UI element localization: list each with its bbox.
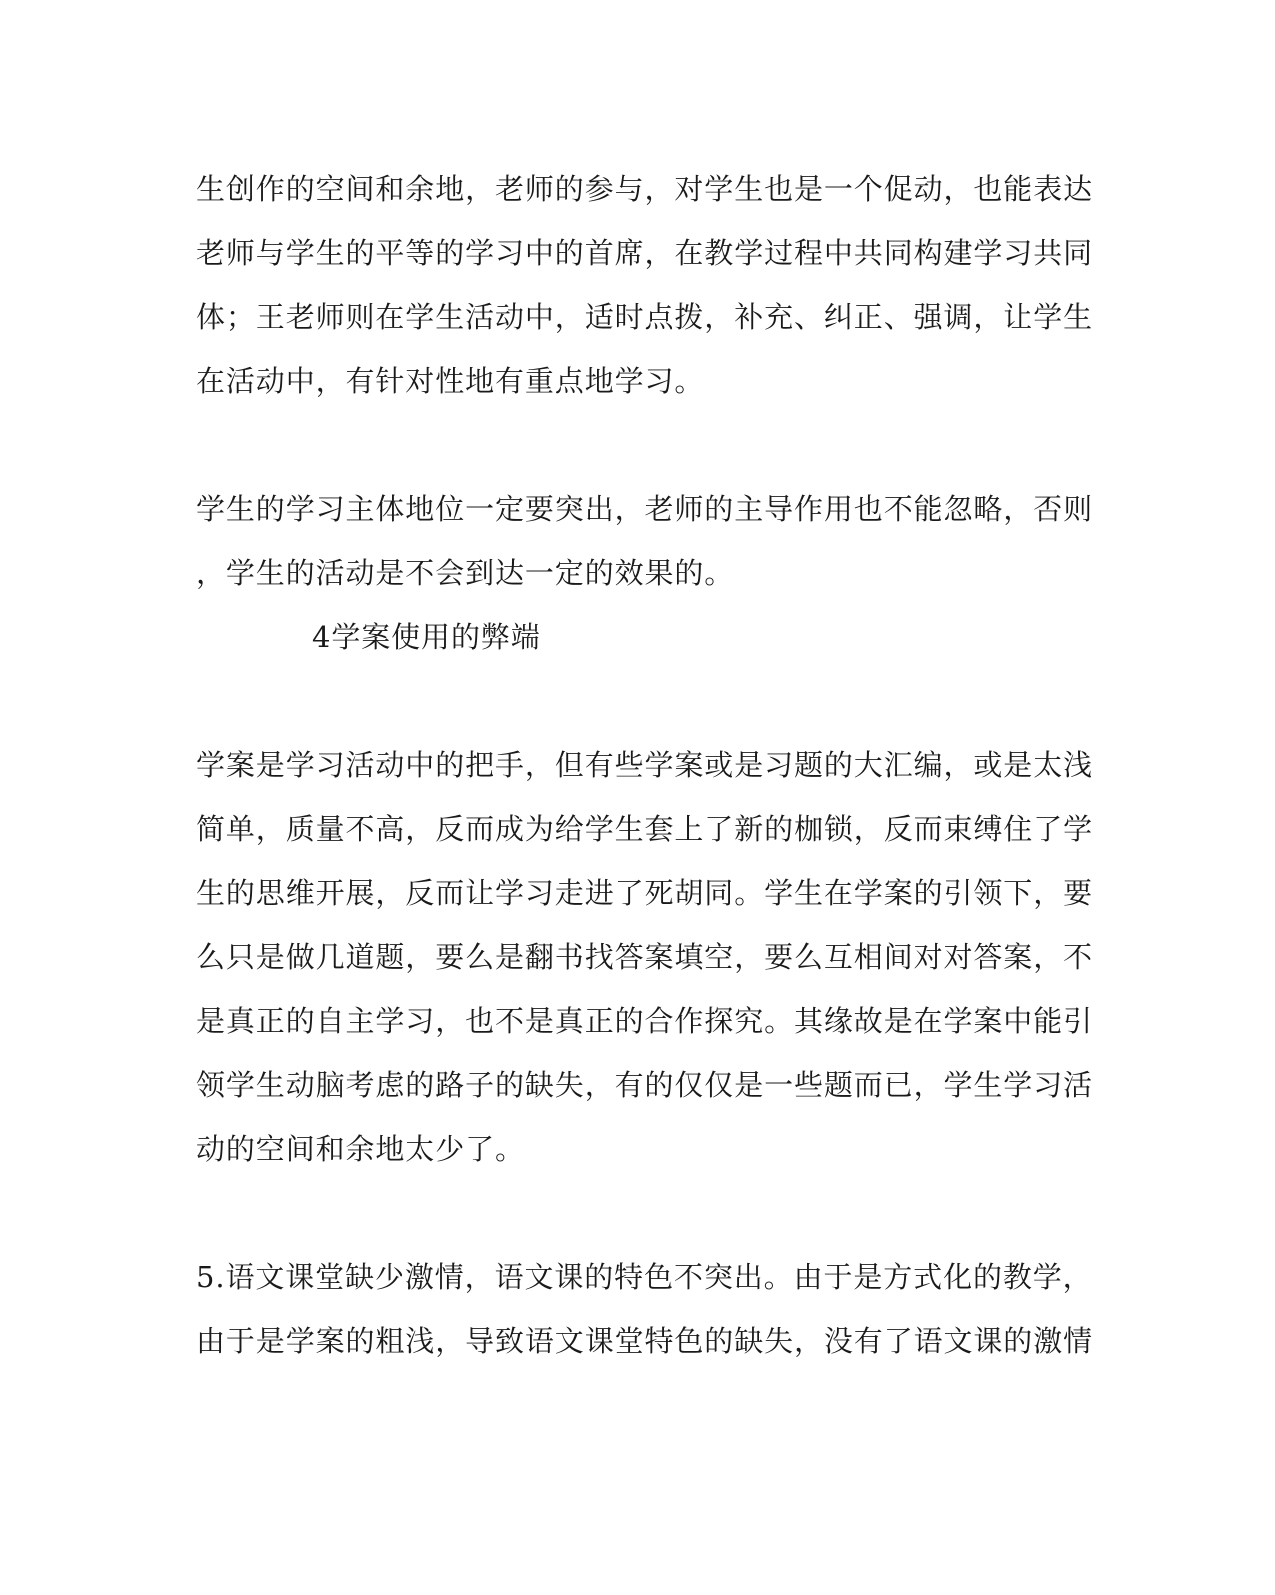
paragraph-line: 生的思维开展，反而让学习走进了死胡同。学生在学案的引领下，要 [196, 876, 1094, 910]
paragraph-line: 5.语文课堂缺少激情，语文课的特色不突出。由于是方式化的教学， [196, 1260, 1093, 1294]
paragraph-line: 学生的学习主体地位一定要突出，老师的主导作用也不能忽略，否则 [196, 492, 1094, 526]
section-heading: 4学案使用的弊端 [312, 620, 541, 654]
paragraph-line: 在活动中，有针对性地有重点地学习。 [196, 364, 705, 398]
paragraph-line: 体；王老师则在学生活动中，适时点拨，补充、纠正、强调，让学生 [196, 300, 1094, 334]
paragraph-line: 是真正的自主学习，也不是真正的合作探究。其缘故是在学案中能引 [196, 1004, 1094, 1038]
paragraph-line: 简单，质量不高，反而成为给学生套上了新的枷锁，反而束缚住了学 [196, 812, 1094, 846]
paragraph-line: 领学生动脑考虑的路子的缺失，有的仅仅是一些题而已，学生学习活 [196, 1068, 1094, 1102]
paragraph-line: ，学生的活动是不会到达一定的效果的。 [196, 556, 735, 590]
paragraph-line: 动的空间和余地太少了。 [196, 1132, 525, 1166]
paragraph-line: 生创作的空间和余地，老师的参与，对学生也是一个促动，也能表达 [196, 172, 1094, 206]
paragraph-line: 老师与学生的平等的学习中的首席，在教学过程中共同构建学习共同 [196, 236, 1094, 270]
paragraph-line: 由于是学案的粗浅，导致语文课堂特色的缺失，没有了语文课的激情 [196, 1324, 1094, 1358]
paragraph-line: 学案是学习活动中的把手，但有些学案或是习题的大汇编，或是太浅 [196, 748, 1094, 782]
paragraph-line: 么只是做几道题，要么是翻书找答案填空，要么互相间对对答案，不 [196, 940, 1094, 974]
